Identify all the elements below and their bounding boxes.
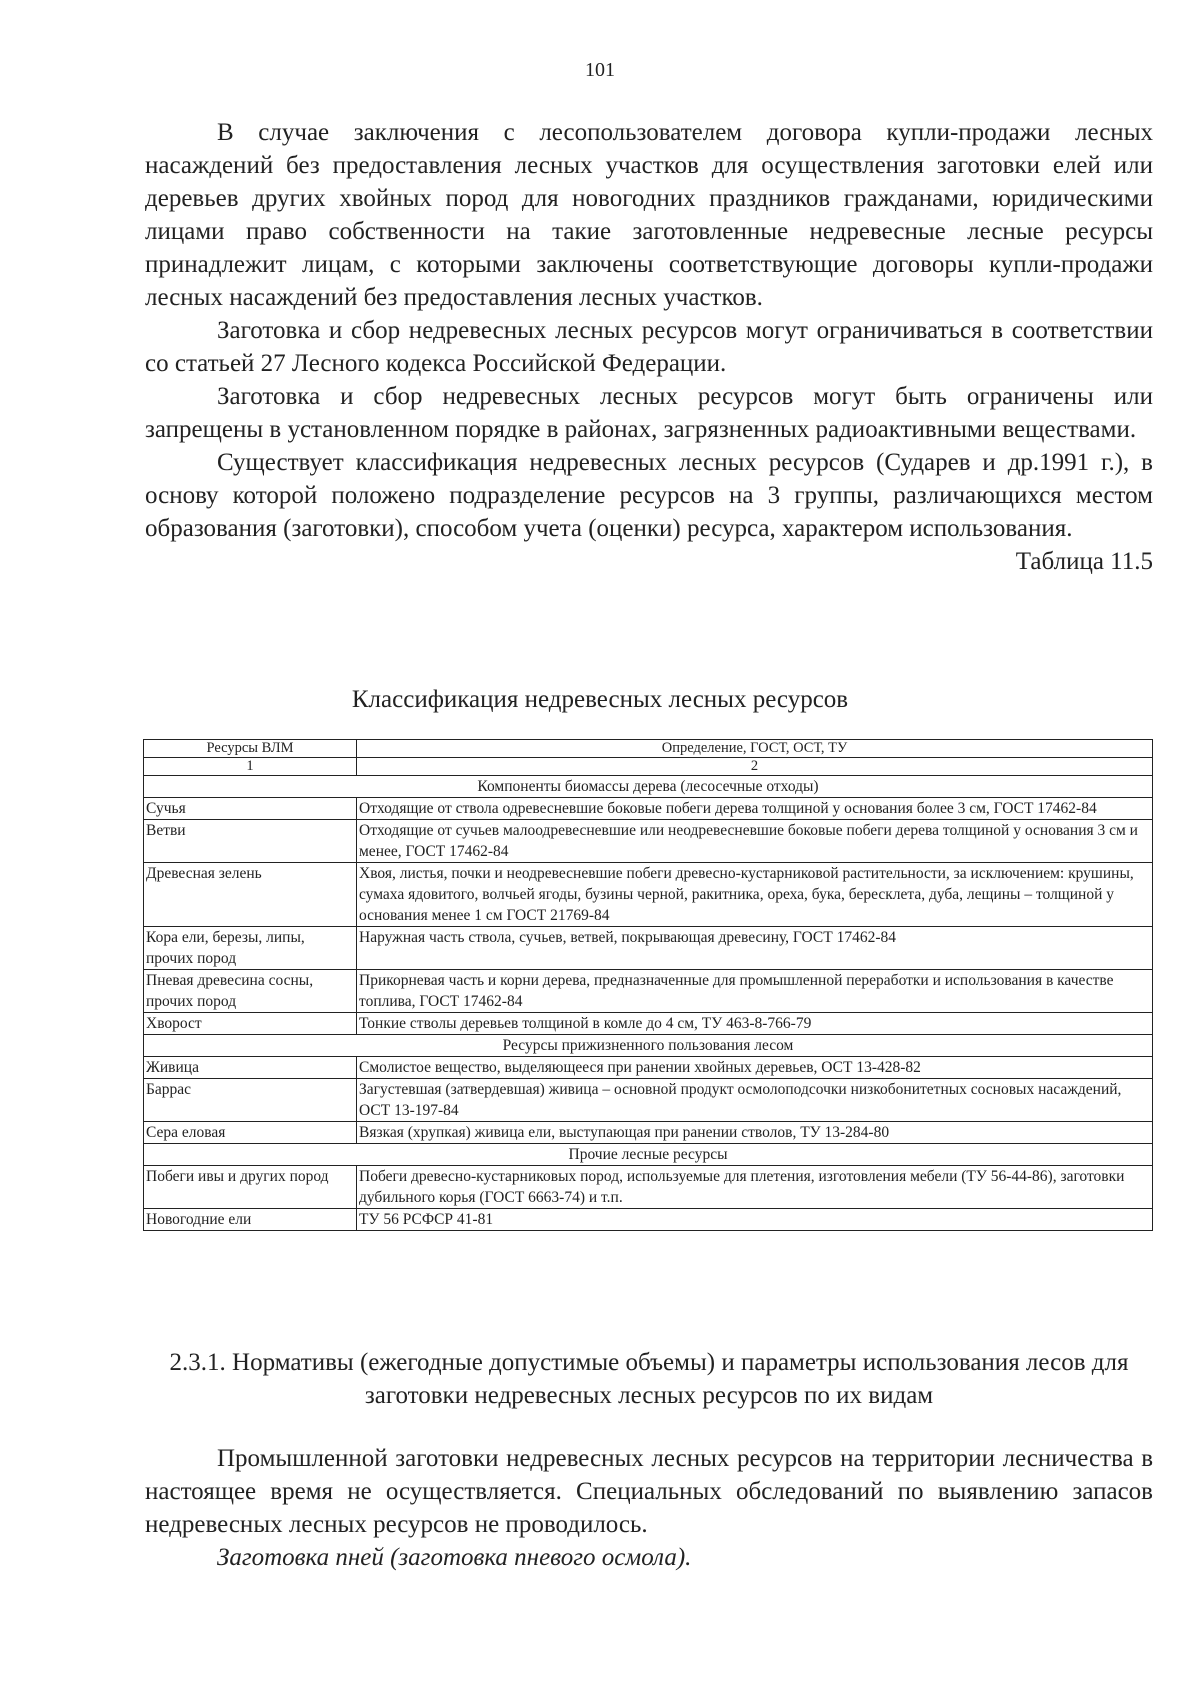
table-group-row xyxy=(144,776,1153,798)
table-header-row xyxy=(144,740,1153,758)
table-number: Таблица 11.5 xyxy=(1015,548,1153,575)
resource-name-cell: Древесная зелень xyxy=(144,863,357,927)
table-row xyxy=(144,1013,1153,1035)
group-title: Компоненты биомассы дерева (лесосечные отходы) xyxy=(144,776,1153,798)
table-row xyxy=(144,1209,1153,1231)
column-header: Ресурсы ВЛМ xyxy=(144,740,357,758)
resource-name-cell: Ветви xyxy=(144,820,357,863)
intro-text xyxy=(145,116,1153,578)
table-row xyxy=(144,927,1153,970)
definition-cell: Смолистое вещество, выделяющееся при ранении хвойных деревьев, ОСТ 13-428-82 xyxy=(357,1057,1153,1079)
resource-name-cell: Побеги ивы и других пород xyxy=(144,1166,357,1209)
table-row xyxy=(144,798,1153,820)
definition-cell: Наружная часть ствола, сучьев, ветвей, покрывающая древесину, ГОСТ 17462-84 xyxy=(357,927,1153,970)
definition-cell: ТУ 56 РСФСР 41-81 xyxy=(357,1209,1153,1231)
table-row xyxy=(144,820,1153,863)
column-header: Определение, ГОСТ, ОСТ, ТУ xyxy=(357,740,1153,758)
group-title: Ресурсы прижизненного пользования лесом xyxy=(144,1035,1153,1057)
paragraph: Заготовка и сбор недревесных лесных ресурсов могут ограничиваться в соответствии со статьей 27 Лесного кодекса Российской Федерации. xyxy=(145,317,1153,377)
definition-cell: Отходящие от ствола одревесневшие боковые побеги дерева толщиной у основания более 3 см, ГОСТ 17462-84 xyxy=(357,798,1153,820)
resource-name-cell: Новогодние ели xyxy=(144,1209,357,1231)
group-title: Прочие лесные ресурсы xyxy=(144,1144,1153,1166)
column-number-row xyxy=(144,758,1153,776)
column-number: 2 xyxy=(357,758,1153,776)
table-row xyxy=(144,970,1153,1013)
definition-cell: Загустевшая (затвердевшая) живица – основной продукт осмолоподсочки низкобонитетных сосновых насаждений, ОСТ 13-197-84 xyxy=(357,1079,1153,1122)
resource-name-cell: Сучья xyxy=(144,798,357,820)
closing-text xyxy=(145,1442,1153,1574)
table-row xyxy=(144,1166,1153,1209)
definition-cell: Прикорневая часть и корни дерева, предназначенные для промышленной переработки и использования в качестве топлива, ГОСТ 17462-84 xyxy=(357,970,1153,1013)
definition-cell: Хвоя, листья, почки и неодревесневшие побеги древесно-кустарниковой растительности, за исключением: крушины, сумаха ядовитого, волчьей ягоды, бузины черной, ракитника, ореха, бука, бересклета, дуба, лещины – толщиной у основания менее 1 см ГОСТ 21769-84 xyxy=(357,863,1153,927)
resource-name-cell: Хворост xyxy=(144,1013,357,1035)
definition-cell: Тонкие стволы деревьев толщиной в комле до 4 см, ТУ 463-8-766-79 xyxy=(357,1013,1153,1035)
table-group-row xyxy=(144,1144,1153,1166)
paragraph: Существует классификация недревесных лесных ресурсов (Сударев и др.1991 г.), в основу которой положено подразделение ресурсов на 3 группы, различающихся местом образования (заготовки), способом учета (оценки) ресурса, характером использования. xyxy=(145,449,1153,542)
resource-name-cell: Сера еловая xyxy=(144,1122,357,1144)
resource-name-cell: Пневая древесина сосны, прочих пород xyxy=(144,970,357,1013)
definition-cell: Отходящие от сучьев малоодревесневшие или неодревесневшие боковые побеги дерева толщиной у основания 3 см и менее, ГОСТ 17462-84 xyxy=(357,820,1153,863)
table-title: Классификация недревесных лесных ресурсов xyxy=(351,686,849,713)
italic-subheading: Заготовка пней (заготовка пневого осмола). xyxy=(217,1544,692,1571)
table-group-row xyxy=(144,1035,1153,1057)
table-row xyxy=(144,1122,1153,1144)
paragraph: В случае заключения с лесопользователем договора купли-продажи лесных насаждений без предоставления лесных участков для осуществления заготовки елей или деревьев других хвойных пород для новогодних праздников гражданами, юридическими лицами право собственности на такие заготовленные недревесные лесные ресурсы принадлежит лицам, с которыми заключены соответствующие договоры купли-продажи лесных насаждений без предоставления лесных участков. xyxy=(145,119,1153,311)
resource-name-cell: Живица xyxy=(144,1057,357,1079)
resources-table xyxy=(143,739,1153,1231)
resource-name-cell: Кора ели, березы, липы, прочих пород xyxy=(144,927,357,970)
paragraph: Промышленной заготовки недревесных лесных ресурсов на территории лесничества в настоящее время не осуществляется. Специальных обследований по выявлению запасов недревесных лесных ресурсов не проводилось. xyxy=(145,1445,1153,1538)
table-row xyxy=(144,1057,1153,1079)
page-number: 101 xyxy=(585,59,615,81)
table-row xyxy=(144,1079,1153,1122)
paragraph: Заготовка и сбор недревесных лесных ресурсов могут быть ограничены или запрещены в установленном порядке в районах, загрязненных радиоактивными веществами. xyxy=(145,383,1153,443)
definition-cell: Побеги древесно-кустарниковых пород, используемые для плетения, изготовления мебели (ТУ 56-44-86), заготовки дубильного корья (ГОСТ 6663-74) и т.п. xyxy=(357,1166,1153,1209)
table-row xyxy=(144,863,1153,927)
definition-cell: Вязкая (хрупкая) живица ели, выступающая при ранении стволов, ТУ 13-284-80 xyxy=(357,1122,1153,1144)
resource-name-cell: Баррас xyxy=(144,1079,357,1122)
section-heading: 2.3.1. Нормативы (ежегодные допустимые объемы) и параметры использования лесов для заготовки недревесных лесных ресурсов по их видам xyxy=(169,1349,1129,1409)
column-number: 1 xyxy=(144,758,357,776)
